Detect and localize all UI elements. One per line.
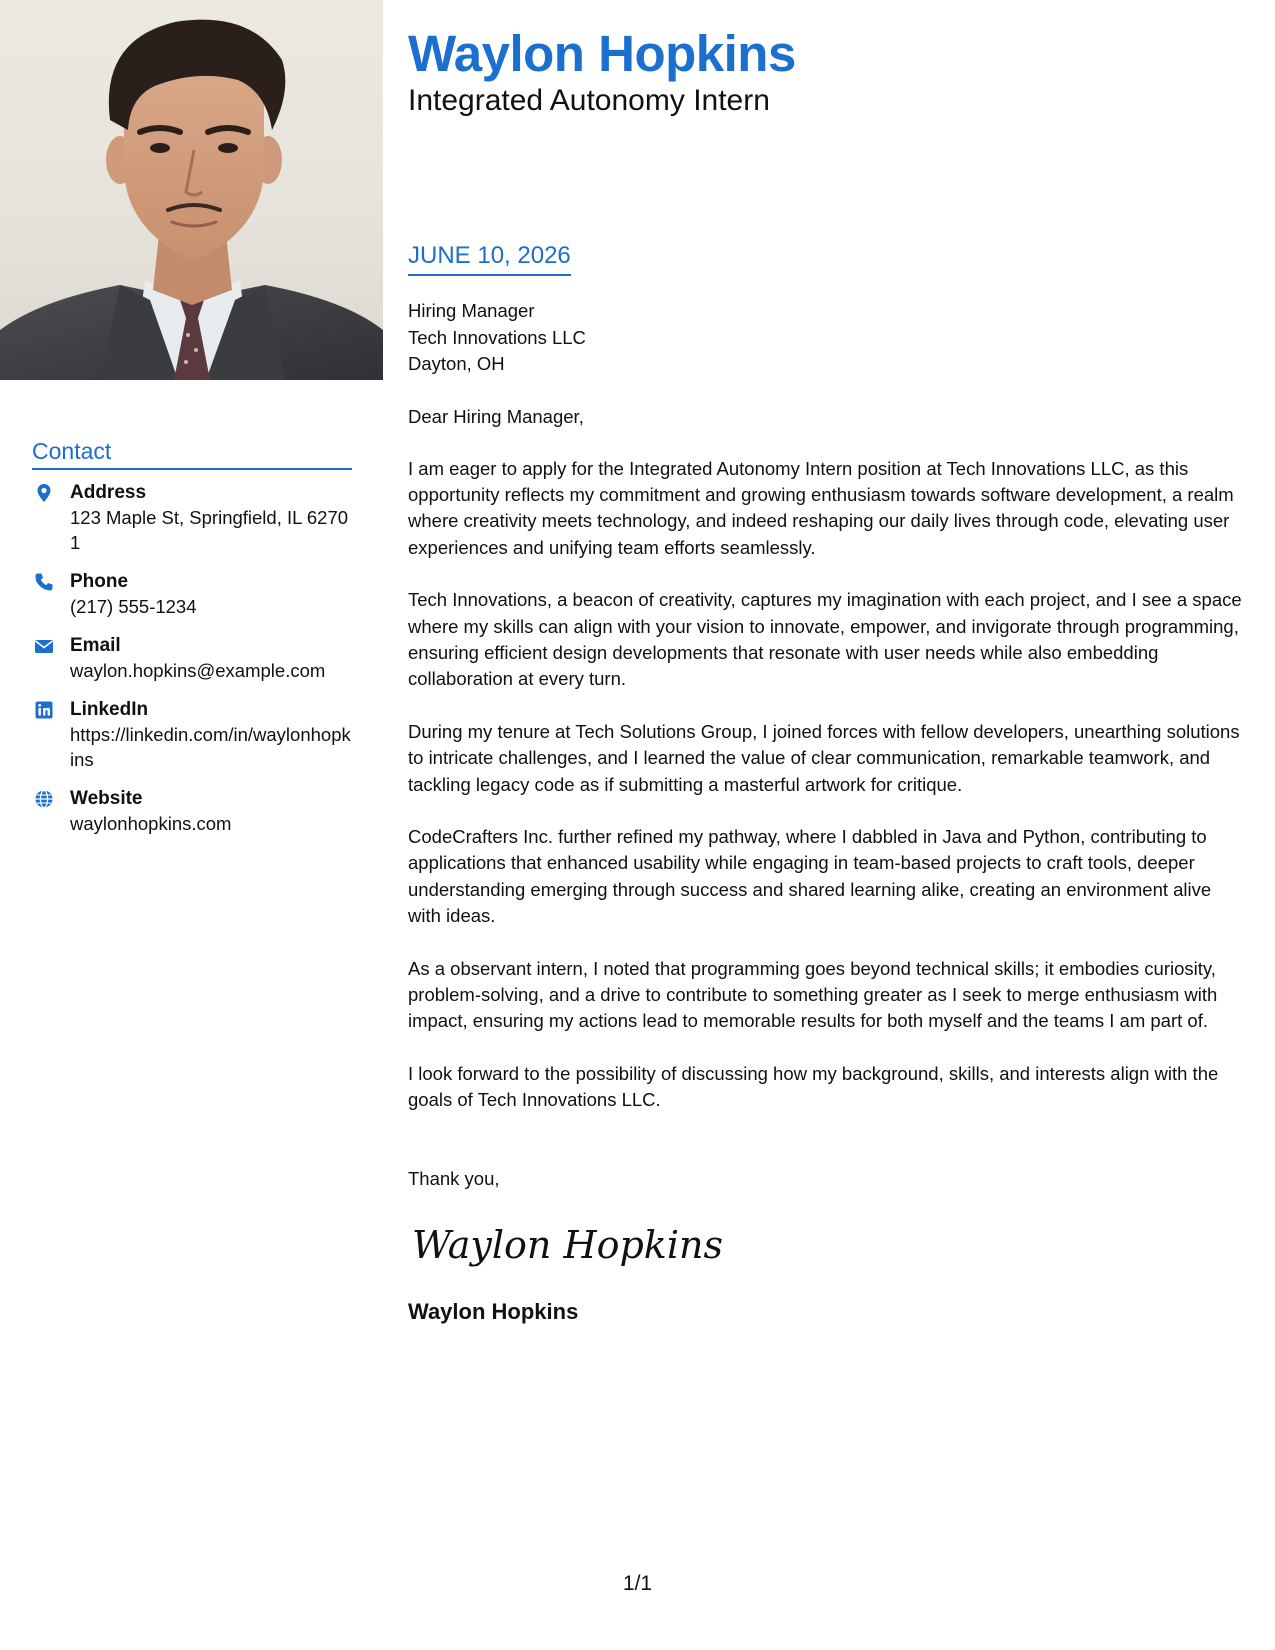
paragraph: I am eager to apply for the Integrated Autonomy Intern position at Tech Innovations LLC, as this opportunity reflects my commitment and growing enthusiasm towards software development, a realm where creativity meets technology, and indeed reshaping our daily lives through code, elevating user experiences and unifying team efforts seamlessly. — [408, 457, 1234, 558]
applicant-name: Waylon Hopkins — [408, 25, 796, 82]
contact-label: Address — [70, 482, 147, 503]
closing: Thank you, — [408, 1167, 500, 1189]
contact-item-linkedin — [32, 697, 352, 772]
globe-icon — [34, 789, 54, 809]
linkedin-link[interactable]: https://linkedin.com/in/waylonhopkins — [70, 724, 351, 770]
contact-item-address — [32, 480, 352, 555]
website-link[interactable]: waylonhopkins.com — [70, 813, 232, 834]
page-number: 1/1 — [622, 1572, 653, 1595]
address-value: 123 Maple St, Springfield, IL 62701 — [70, 507, 349, 553]
contact-label: Phone — [70, 571, 129, 592]
envelope-icon — [34, 636, 54, 656]
recipient-company: Tech Innovations LLC — [408, 326, 586, 348]
paragraph: CodeCrafters Inc. further refined my pathway, where I dabbled in Java and Python, contributing to applications that enhanced usability while engaging in team-based projects to craft tools, deeper understanding emerging through success and shared learning alike, creating an environment alive with ideas. — [408, 825, 1212, 927]
contact-item-website — [32, 786, 352, 836]
paragraph: As a observant intern, I noted that programming goes beyond technical skills; it embodies curiosity, problem-solving, and a drive to contribute to something greater as I seek to merge enthusiasm with impact, ensuring my actions lead to memorable results for both myself and the teams I am part of. — [408, 957, 1218, 1032]
paragraph: I look forward to the possibility of discussing how my background, skills, and interests align with the goals of Tech Innovations LLC. — [408, 1062, 1219, 1111]
contact-label: Website — [70, 788, 143, 809]
letter-body — [408, 24, 1248, 1326]
contact-item-email — [32, 633, 352, 683]
linkedin-icon — [34, 700, 54, 720]
profile-photo — [0, 0, 383, 380]
letter-date: JUNE 10, 2026 — [408, 242, 571, 276]
contact-item-phone — [32, 569, 352, 619]
contact-label: Email — [70, 635, 121, 656]
signature-text: Waylon Hopkins — [412, 1222, 723, 1267]
paragraph: During my tenure at Tech Solutions Group, I joined forces with fellow developers, unearthing solutions to intricate challenges, and I learned the value of clear communication, remarkable teamwork, and tackling legacy code as if submitting a masterful artwork for critique. — [408, 720, 1240, 795]
contact-list — [32, 480, 352, 836]
contact-heading: Contact — [32, 438, 352, 470]
signed-name: Waylon Hopkins — [408, 1298, 579, 1324]
handwritten-signature — [408, 1210, 723, 1280]
email-value: waylon.hopkins@example.com — [70, 660, 326, 681]
salutation: Dear Hiring Manager, — [408, 405, 584, 427]
contact-sidebar — [32, 438, 352, 850]
map-pin-icon — [34, 483, 54, 503]
phone-icon — [34, 572, 54, 592]
phone-value: (217) 555-1234 — [70, 596, 197, 617]
applicant-role: Integrated Autonomy Intern — [408, 84, 770, 117]
recipient-title: Hiring Manager — [408, 300, 535, 321]
paragraph: Tech Innovations, a beacon of creativity, captures my imagination with each project, and I see a space where my skills can align with your vision to innovate, empower, and invigorate through programming, ensuring efficient design developments that resonate with user needs while also embedding collaboration at every turn. — [408, 589, 1242, 690]
recipient-location: Dayton, OH — [408, 353, 505, 374]
contact-label: LinkedIn — [70, 699, 149, 720]
recipient-block — [408, 298, 1248, 378]
